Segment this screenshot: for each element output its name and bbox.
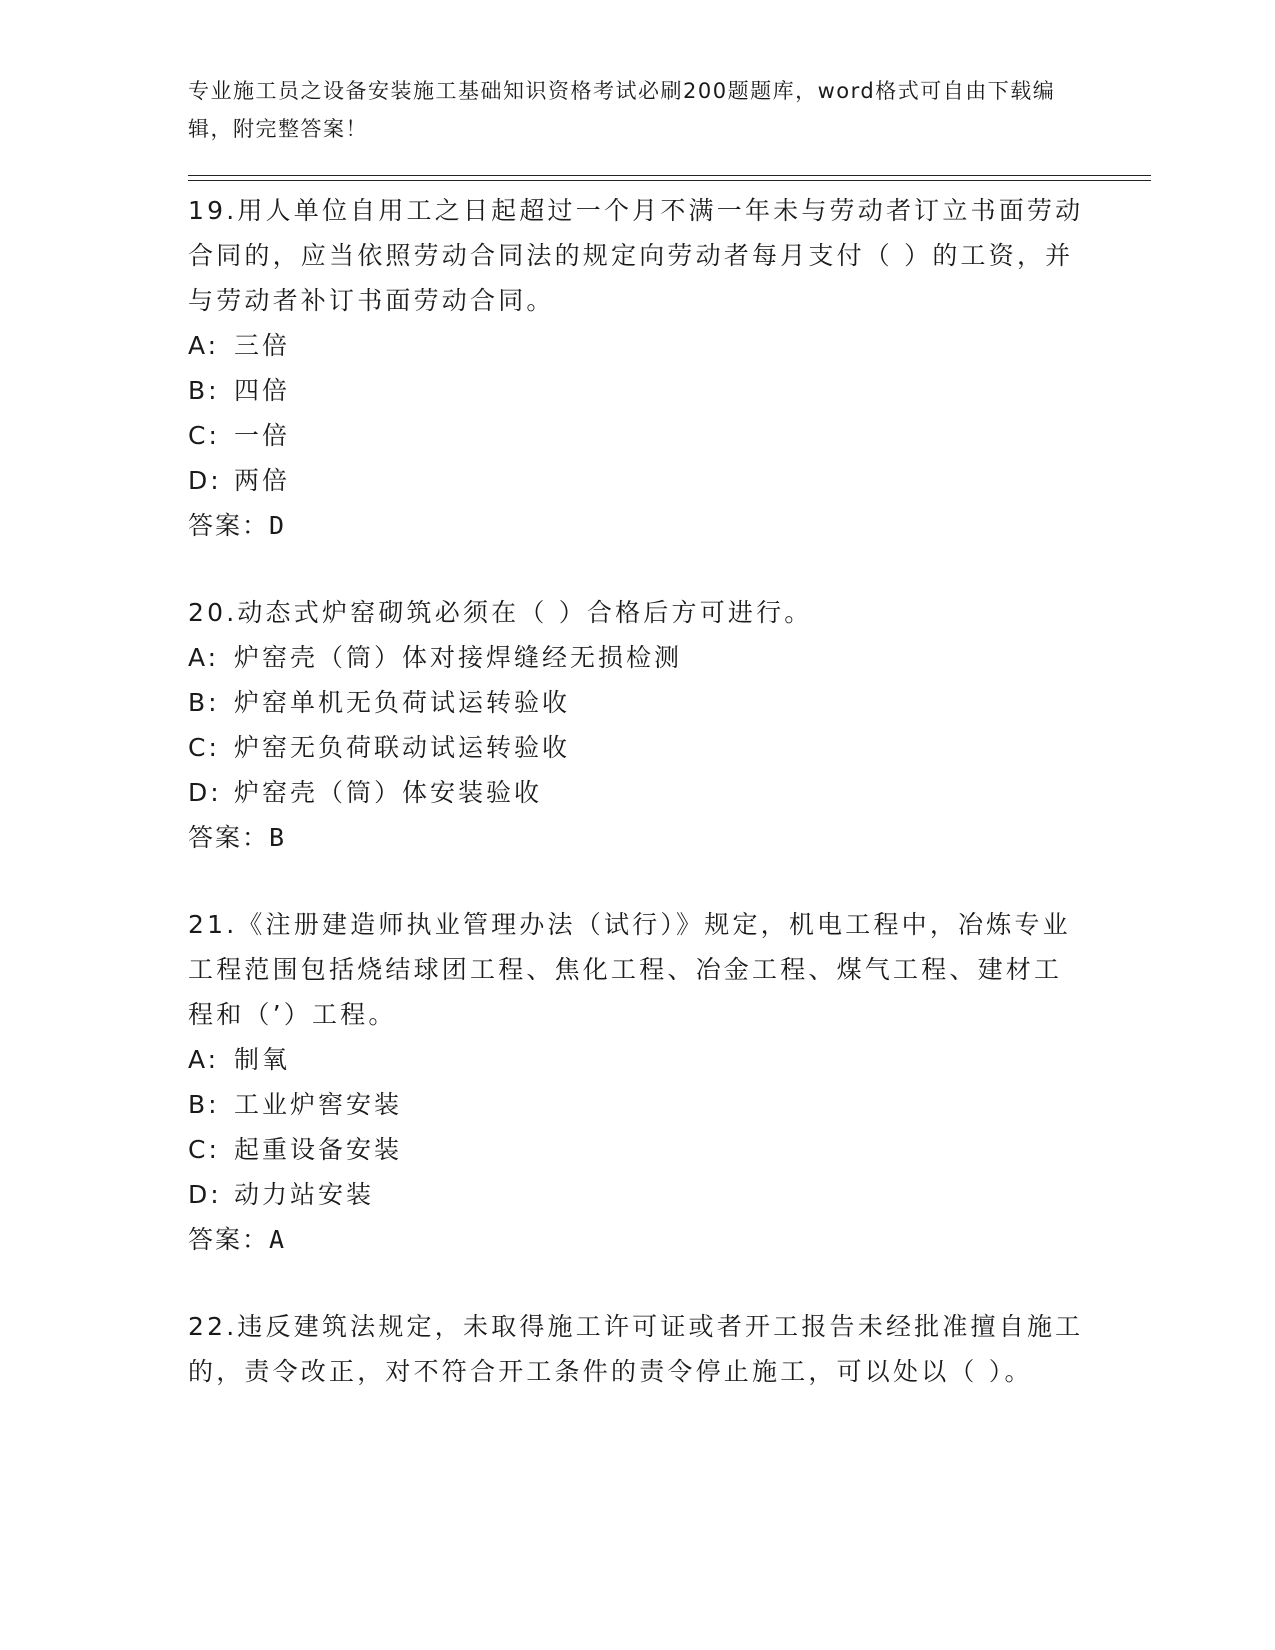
option-b [188,1082,1088,1127]
option-letter: A: [188,331,220,360]
question-text: 22.违反建筑法规定，未取得施工许可证或者开工报告未经批准擅自施工的，责令改正，对不符合开工条件的责令停止施工，可以处以（ ）。 [188,1312,1084,1386]
option-text: 工业炉窖安装 [234,1090,403,1119]
question-20 [188,590,1088,860]
answer-label: 答案： [188,511,270,540]
header-rule-bottom [188,180,1151,181]
option-text: 炉窑壳（筒）体对接焊缝经无损检测 [234,643,683,672]
option-letter: A: [188,643,220,672]
option-b [188,368,1088,413]
option-text: 三倍 [234,331,291,360]
option-c [188,413,1088,458]
option-letter: B: [188,1090,220,1119]
option-letter: B: [188,376,220,405]
document-header: 专业施工员之设备安装施工基础知识资格考试必刷200题题库，word格式可自由下载编辑，附完整答案！ [188,79,1056,141]
question-21 [188,902,1088,1262]
option-letter: D: [188,466,222,495]
answer-line [188,1217,1088,1262]
answer-value: D [269,511,287,540]
option-text: 四倍 [234,376,291,405]
option-d [188,770,1088,815]
option-letter: C: [188,733,220,762]
option-letter: B: [188,688,220,717]
answer-line [188,815,1088,860]
answer-label: 答案： [188,1225,270,1254]
option-text: 制氧 [234,1045,291,1074]
option-text: 炉窑无负荷联动试运转验收 [234,733,571,762]
option-c [188,725,1088,770]
answer-value: B [269,823,287,852]
option-a [188,1037,1088,1082]
option-letter: A: [188,1045,220,1074]
option-text: 一倍 [234,421,291,450]
option-letter: C: [188,421,220,450]
option-a [188,323,1088,368]
option-letter: D: [188,1180,222,1209]
answer-value: A [269,1225,287,1254]
question-19 [188,188,1088,548]
answer-label: 答案： [188,823,270,852]
option-c [188,1127,1088,1172]
question-22 [188,1304,1088,1394]
option-text: 炉窑壳（筒）体安装验收 [234,778,543,807]
option-text: 炉窑单机无负荷试运转验收 [234,688,571,717]
question-text: 21.《注册建造师执业管理办法（试行）》规定，机电工程中，冶炼专业工程范围包括烧结球团工程、焦化工程、冶金工程、煤气工程、建材工程和（’）工程。 [188,910,1071,1029]
option-letter: C: [188,1135,220,1164]
question-text: 19.用人单位自用工之日起超过一个月不满一年未与劳动者订立书面劳动合同的，应当依照劳动合同法的规定向劳动者每月支付（ ）的工资，并与劳动者补订书面劳动合同。 [188,196,1084,315]
answer-line [188,503,1088,548]
question-text: 20.动态式炉窑砌筑必须在（ ）合格后方可进行。 [188,598,813,627]
question-list [188,188,1088,1436]
option-b [188,680,1088,725]
option-d [188,1172,1088,1217]
option-letter: D: [188,778,222,807]
header-rule-top [188,175,1151,176]
option-a [188,635,1088,680]
option-d [188,458,1088,503]
option-text: 动力站安装 [234,1180,375,1209]
option-text: 起重设备安装 [234,1135,403,1164]
option-text: 两倍 [234,466,291,495]
